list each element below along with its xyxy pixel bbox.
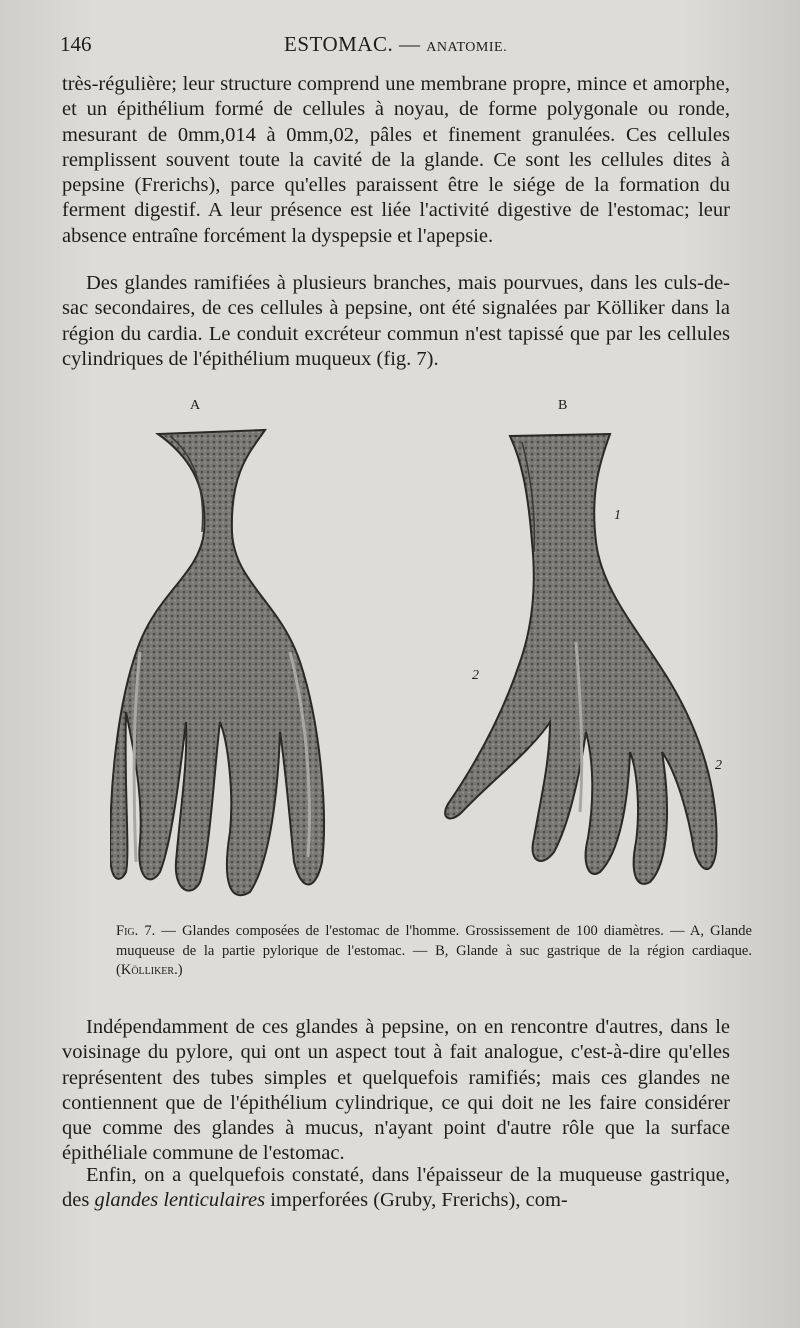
caption-figure-number: Fig. 7. [116,923,156,939]
paragraph-4 [62,1163,730,1214]
gland-a-illustration [110,430,324,895]
paragraph-3 [62,1015,730,1167]
paragraph-4-italic: glandes lenticulaires [94,1189,266,1212]
figure-caption [116,922,752,981]
figure-label-b: B [558,398,568,413]
caption-end: .) [174,962,183,978]
running-head-main: ESTOMAC. — [284,32,421,56]
paragraph-4-start: Enfin, on a quelquefois constaté, dans l'épaisseur de la muqueuse gastrique, des [62,1164,730,1212]
running-head [284,32,507,57]
running-head-section: ANATOMIE. [426,40,508,55]
caption-author: Kölliker [120,962,175,978]
page-header [60,30,740,60]
paragraph-3-text: Indépendamment de ces glandes à pepsine, on en rencontre d'autres, dans le voisinage du pylore, qui ont un aspect tout à fait analogue, c'est-à-dire qu'elles représentent des tubes simples et quelquefois ramifiés; mais ces glandes ne contiennent que de l'épithélium cylindrique, ce qui doit ne les faire considérer que comme des glandes à mucus, n'ayant point d'autre rôle que la surface épithéliale commune de l'estomac. [62,1016,730,1165]
gland-b-shape [445,434,716,884]
paragraph-2 [62,271,730,372]
gland-b-illustration [445,434,716,884]
paragraph-1: très-régulière; leur structure comprend une membrane propre, mince et amorphe, et un épithélium formé de cellules à noyau, de forme polygonale ou ronde, mesurant de 0mm,014 à 0mm,02, pâles et finement granulées. Ces cellules remplissent souvent toute la cavité de la glande. Ce sont les cellules dites à pepsine (Frerichs), parce qu'elles paraissent être le siége de la formation du ferment digestif. A leur présence est liée l'activité digestive de l'estomac; leur absence entraîne forcément la dyspepsie et l'apepsie. [62,73,730,247]
figure-label-a: A [190,398,201,413]
figure-marker-2b: 2 [715,758,722,773]
paragraph-4-end: imperforées (Gruby, Frerichs), com- [265,1189,568,1212]
paragraph-2-text: Des glandes ramifiées à plusieurs branches, mais pourvues, dans les culs-de-sac secondaires, de ces cellules à pepsine, ont été signalées par Kölliker dans la région du cardia. Le conduit excréteur commun n'est tapissé que par les cellules cylindriques de l'épithélium muqueux (fig. 7). [62,272,730,370]
caption-text: — Glandes composées de l'estomac de l'homme. Grossissement de 100 diamètres. — A, Glande muqueuse de la partie pylorique de l'estomac. — B, Glande à suc gastrique de la région cardiaque. ( [116,923,752,978]
gland-illustrations [110,392,750,912]
page-number: 146 [60,32,92,56]
figure-marker-1: 1 [614,508,621,523]
figure-marker-2a: 2 [472,668,479,683]
figure-7 [110,392,750,912]
